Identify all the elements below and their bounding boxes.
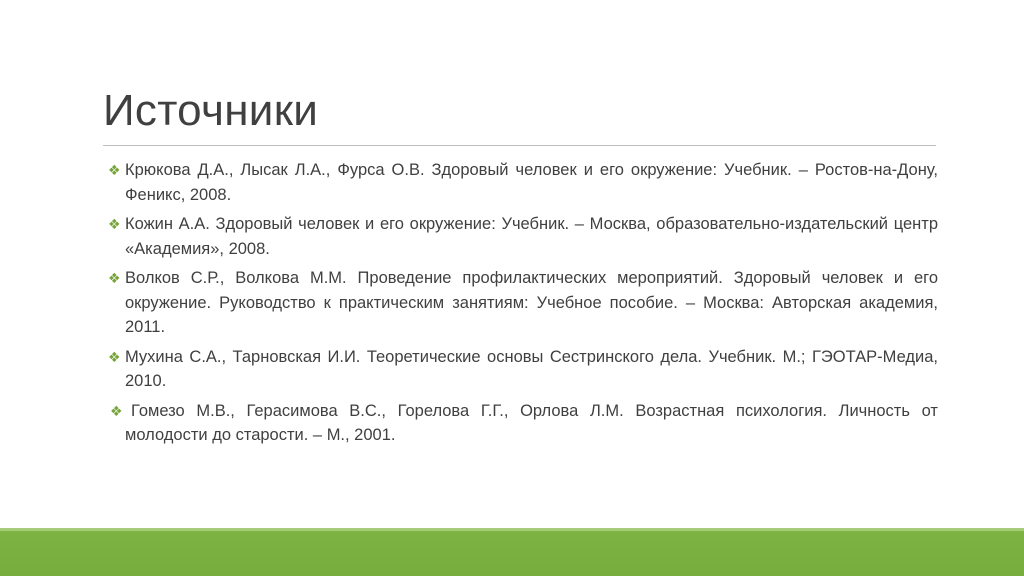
reference-item (108, 399, 938, 448)
reference-item (108, 345, 938, 394)
reference-text: Гомезо М.В., Герасимова В.С., Горелова Г.Г., Орлова Л.М. Возрастная психология. Личность от молодости до старости. – М., 2001. (125, 401, 938, 444)
reference-item (108, 212, 938, 261)
slide-title: Источники (103, 86, 319, 135)
diamond-cluster-icon: ❖ (108, 270, 121, 286)
title-divider (103, 145, 936, 146)
reference-text: Мухина С.А., Тарновская И.И. Теоретические основы Сестринского дела. Учебник. М.; ГЭОТАР-Медиа, 2010. (125, 347, 938, 390)
diamond-cluster-icon: ❖ (108, 348, 121, 365)
reference-list (108, 158, 938, 453)
reference-text: Волков С.Р., Волкова М.М. Проведение профилактических мероприятий. Здоровый человек и его окружение. Руководство к практическим занятиям: Учебное пособие. – Москва: Авторская академия, 2011. (125, 269, 938, 336)
reference-item (108, 266, 938, 340)
diamond-cluster-icon: ❖ (110, 402, 123, 419)
diamond-cluster-icon: ❖ (108, 162, 121, 178)
reference-text: Кожин А.А. Здоровый человек и его окружение: Учебник. – Москва, образовательно-издательский центр «Академия», 2008. (125, 215, 938, 258)
diamond-cluster-icon: ❖ (108, 216, 121, 232)
reference-item (108, 158, 938, 207)
footer-accent-bar (0, 528, 1024, 576)
reference-text: Крюкова Д.А., Лысак Л.А., Фурса О.В. Здоровый человек и его окружение: Учебник. – Ростов-на-Дону, Феникс, 2008. (125, 161, 938, 204)
